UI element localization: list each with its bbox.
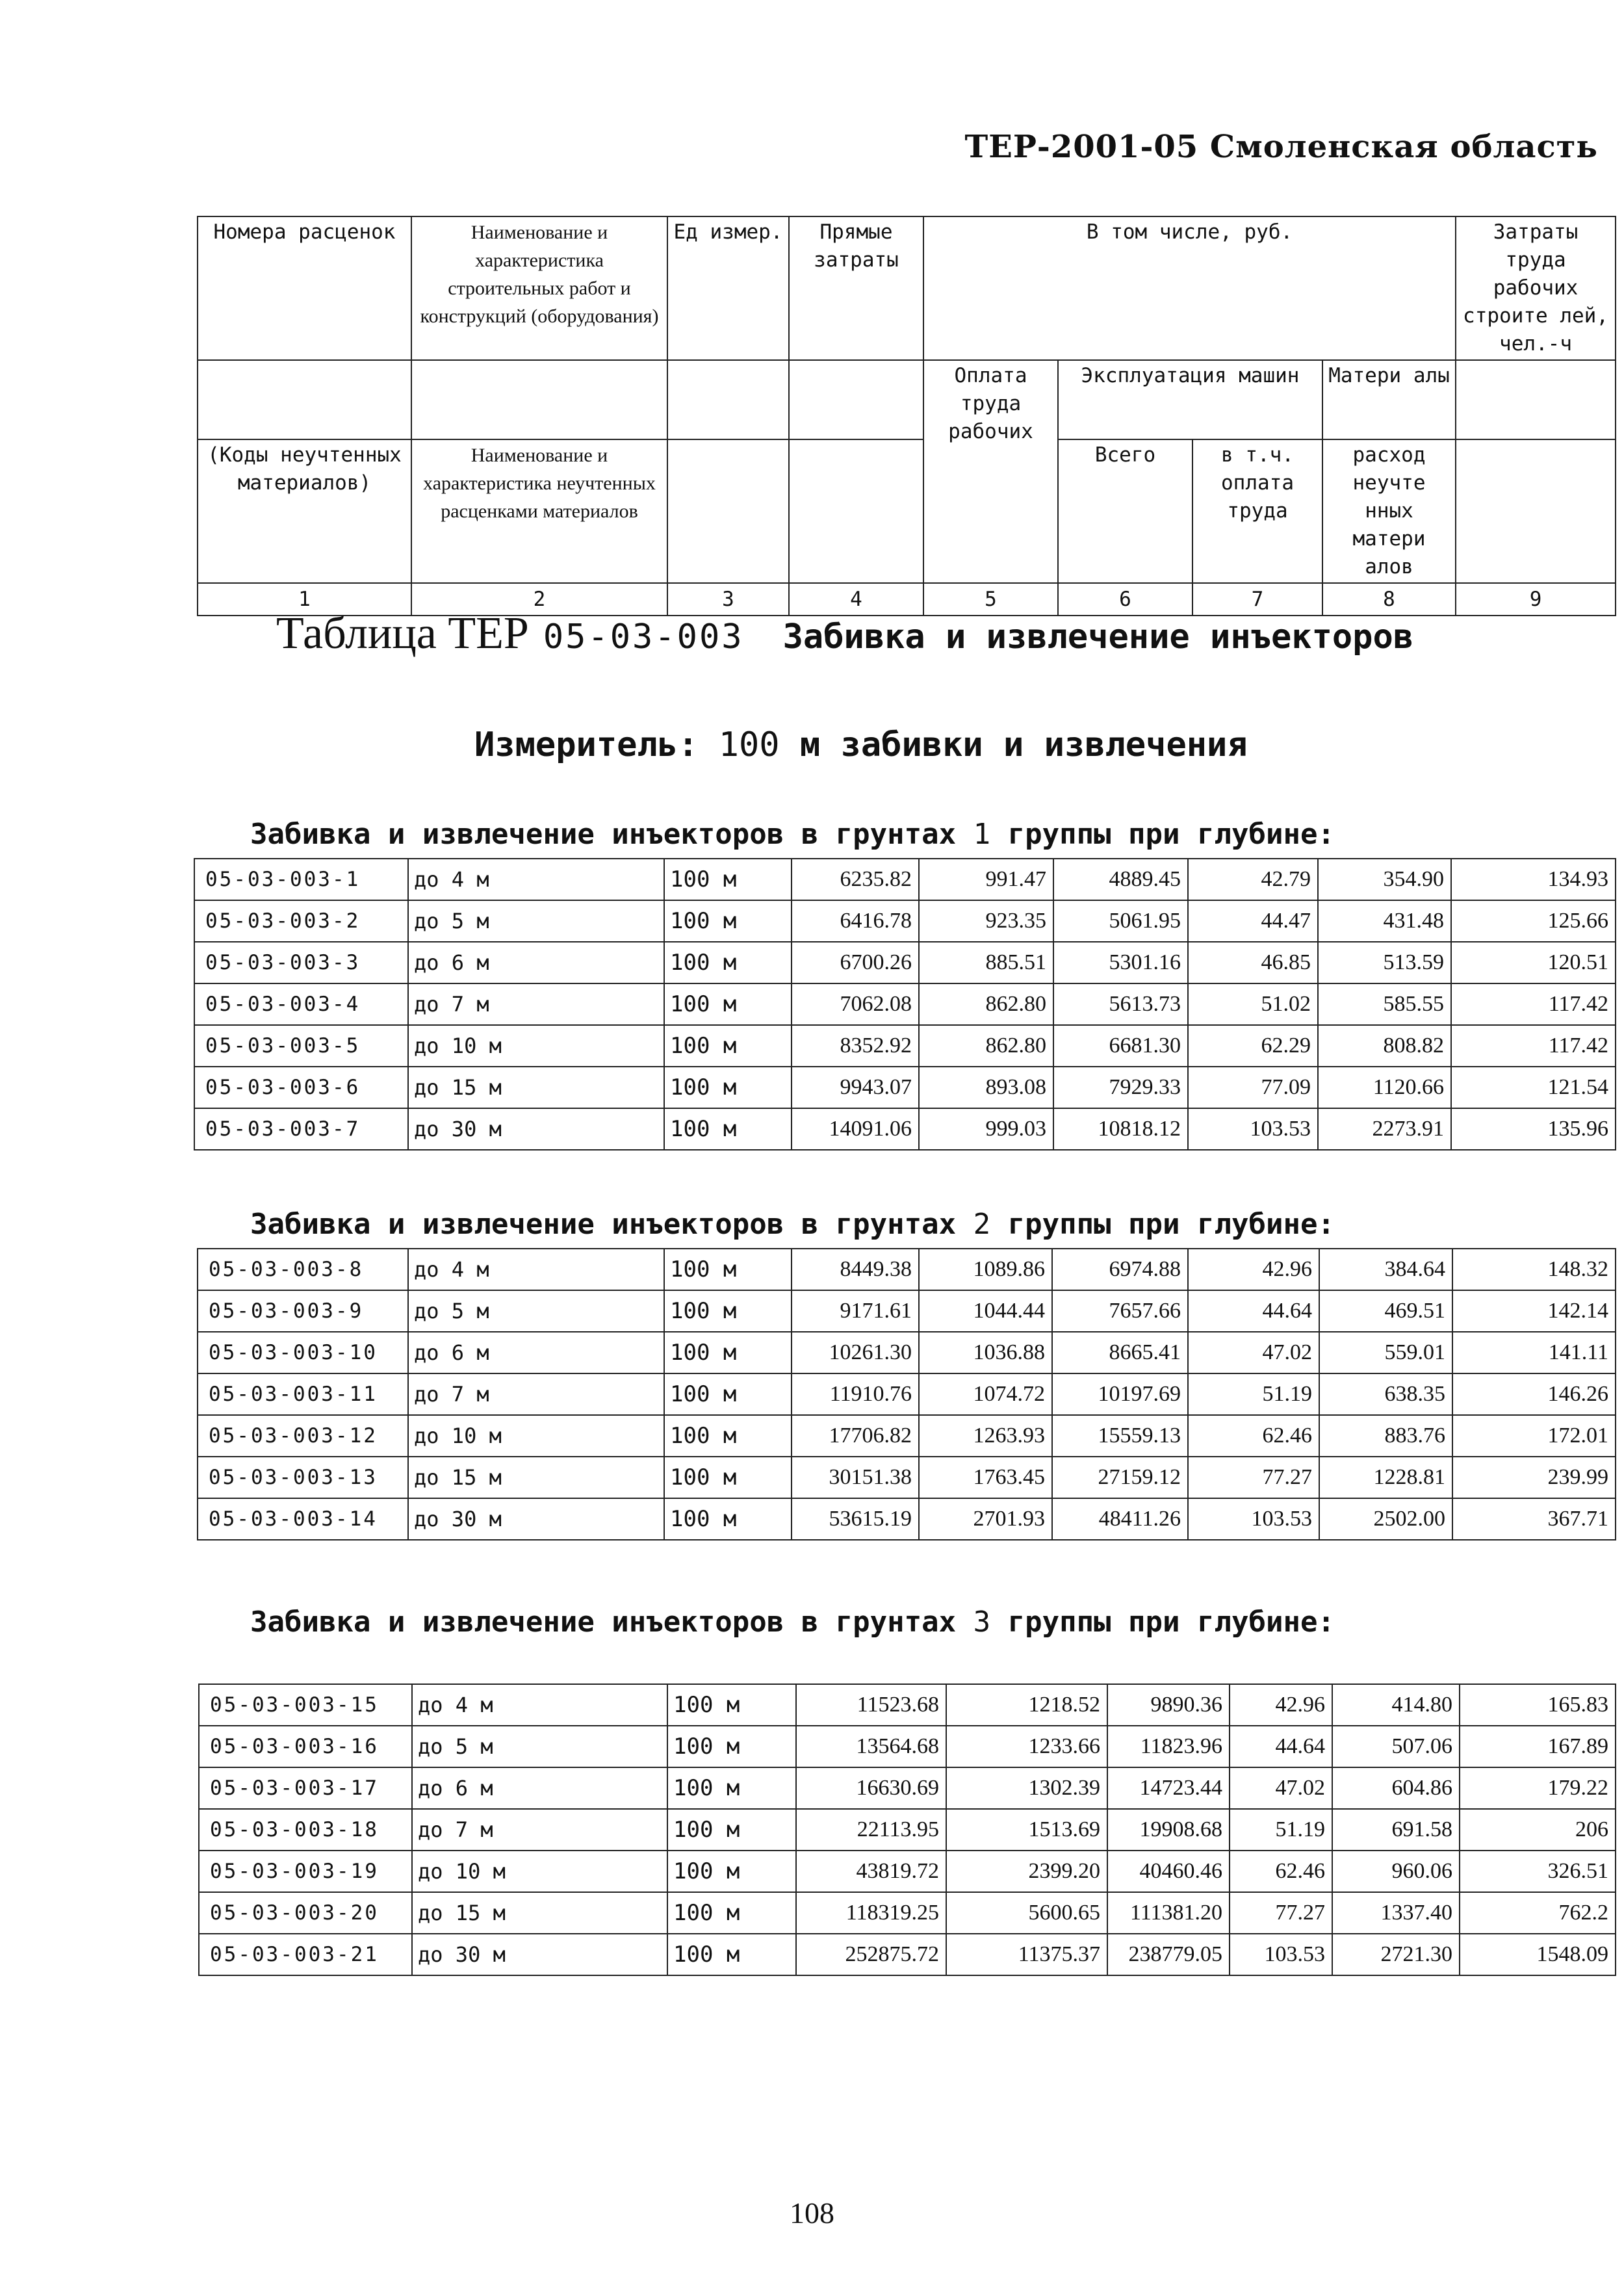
table-cell: 5061.95: [1053, 900, 1188, 942]
table-row: [198, 1457, 1616, 1498]
table-cell: до 6 м: [412, 1767, 667, 1809]
table-cell: до 15 м: [408, 1067, 664, 1108]
table-cell: 42.96: [1188, 1249, 1319, 1290]
table-row: [199, 1934, 1616, 1975]
table-cell: 2399.20: [946, 1851, 1107, 1892]
table-cell: 135.96: [1451, 1108, 1616, 1150]
section-heading-2: Забивка и извлечение инъекторов в грунтах 2 группы при глубине:: [250, 1208, 1335, 1241]
table-cell: до 5 м: [408, 900, 664, 942]
table-cell: 1044.44: [919, 1290, 1052, 1332]
header-wages: Оплата труда рабочих: [923, 360, 1058, 583]
table-title-name: Забивка и извлечение инъекторов: [782, 618, 1414, 656]
table-cell: 8449.38: [792, 1249, 919, 1290]
table-cell: 513.59: [1318, 942, 1451, 983]
table-cell: 11523.68: [796, 1684, 946, 1726]
table-cell: 165.83: [1460, 1684, 1616, 1726]
table-cell: 100 м: [664, 1108, 792, 1150]
table-cell: 11823.96: [1107, 1726, 1230, 1767]
table-cell: 1337.40: [1332, 1892, 1460, 1934]
meter-label: Измеритель:: [474, 725, 699, 764]
table-cell: 1233.66: [946, 1726, 1107, 1767]
table-cell: 8352.92: [792, 1025, 919, 1067]
table-cell: 4889.45: [1053, 859, 1188, 900]
table-cell: 77.27: [1188, 1457, 1319, 1498]
table-cell: 100 м: [664, 1290, 792, 1332]
header-machines-total: Всего: [1058, 439, 1192, 583]
table-row: [198, 1332, 1616, 1373]
column-header-table: [197, 216, 1616, 616]
table-row: [194, 1067, 1616, 1108]
table-cell: 125.66: [1451, 900, 1616, 942]
table-cell: 05-03-003-7: [194, 1108, 408, 1150]
table-cell: 206: [1460, 1809, 1616, 1851]
table-cell: 100 м: [664, 1373, 792, 1415]
table-cell: 1548.09: [1460, 1934, 1616, 1975]
table-cell: 05-03-003-12: [198, 1415, 408, 1457]
table-cell: 991.47: [919, 859, 1053, 900]
table-cell: 585.55: [1318, 983, 1451, 1025]
table-cell: 100 м: [667, 1809, 796, 1851]
table-cell: 19908.68: [1107, 1809, 1230, 1851]
col-number: 1: [198, 583, 411, 616]
table-title-code: 05-03-003: [543, 618, 744, 656]
header-machine-operation: Эксплуатация машин: [1058, 360, 1322, 439]
table-cell: до 4 м: [408, 859, 664, 900]
col-number: 2: [411, 583, 667, 616]
table-row: [198, 1290, 1616, 1332]
table-cell: 354.90: [1318, 859, 1451, 900]
header-including-group: В том числе, руб.: [923, 216, 1456, 360]
table-cell: до 30 м: [412, 1934, 667, 1975]
table-cell: 118319.25: [796, 1892, 946, 1934]
table-cell: до 10 м: [408, 1025, 664, 1067]
table-cell: 134.93: [1451, 859, 1616, 900]
table-cell: 05-03-003-10: [198, 1332, 408, 1373]
table-cell: 100 м: [667, 1726, 796, 1767]
table-cell: до 4 м: [408, 1249, 664, 1290]
table-cell: 100 м: [667, 1684, 796, 1726]
table-cell: 1036.88: [919, 1332, 1052, 1373]
table-cell: 100 м: [664, 1498, 792, 1540]
header-material-consumption: расход неучте нных матери алов: [1322, 439, 1456, 583]
table-cell: 100 м: [664, 983, 792, 1025]
table-cell: 6681.30: [1053, 1025, 1188, 1067]
table-cell: 48411.26: [1052, 1498, 1188, 1540]
table-cell: до 6 м: [408, 942, 664, 983]
table-cell: 9171.61: [792, 1290, 919, 1332]
table-cell: 100 м: [664, 900, 792, 942]
table-cell: 148.32: [1452, 1249, 1616, 1290]
table-cell: 6974.88: [1052, 1249, 1188, 1290]
table-cell: 762.2: [1460, 1892, 1616, 1934]
table-cell: 507.06: [1332, 1726, 1460, 1767]
table-cell: 999.03: [919, 1108, 1053, 1150]
table-cell: 100 м: [664, 859, 792, 900]
table-cell: 77.27: [1230, 1892, 1332, 1934]
table-cell: до 7 м: [408, 983, 664, 1025]
table-cell: 960.06: [1332, 1851, 1460, 1892]
table-cell: 8665.41: [1052, 1332, 1188, 1373]
table-cell: 10818.12: [1053, 1108, 1188, 1150]
table-cell: 103.53: [1188, 1498, 1319, 1540]
table-cell: 1228.81: [1319, 1457, 1452, 1498]
table-cell: 05-03-003-6: [194, 1067, 408, 1108]
header-labor-costs: Затраты труда рабочих строите лей, чел.-ч: [1456, 216, 1616, 360]
table-cell: 05-03-003-11: [198, 1373, 408, 1415]
table-row: [194, 1025, 1616, 1067]
table-cell: 7929.33: [1053, 1067, 1188, 1108]
table-cell: 1074.72: [919, 1373, 1052, 1415]
table-cell: 142.14: [1452, 1290, 1616, 1332]
table-row: [199, 1684, 1616, 1726]
table-cell: 47.02: [1230, 1767, 1332, 1809]
table-row: [194, 983, 1616, 1025]
table-cell: 05-03-003-21: [199, 1934, 412, 1975]
header-material-codes: (Коды неучтенных материалов): [198, 439, 411, 583]
table-cell: 05-03-003-3: [194, 942, 408, 983]
table-cell: 238779.05: [1107, 1934, 1230, 1975]
table-cell: 862.80: [919, 983, 1053, 1025]
table-cell: 1218.52: [946, 1684, 1107, 1726]
table-cell: 11375.37: [946, 1934, 1107, 1975]
table-cell: 05-03-003-5: [194, 1025, 408, 1067]
table-cell: 691.58: [1332, 1809, 1460, 1851]
section-heading-1: Забивка и извлечение инъекторов в грунтах 1 группы при глубине:: [250, 818, 1335, 851]
page-number: 108: [790, 2196, 834, 2230]
col-number: 7: [1192, 583, 1322, 616]
table-cell: до 6 м: [408, 1332, 664, 1373]
table-cell: 7657.66: [1052, 1290, 1188, 1332]
table-cell: 2721.30: [1332, 1934, 1460, 1975]
table-cell: 05-03-003-17: [199, 1767, 412, 1809]
table-cell: 05-03-003-1: [194, 859, 408, 900]
table-cell: 6235.82: [792, 859, 919, 900]
table-cell: 42.79: [1188, 859, 1318, 900]
table-cell: 431.48: [1318, 900, 1451, 942]
table-row: [199, 1809, 1616, 1851]
header-rate-numbers: Номера расценок: [198, 216, 411, 360]
table-cell: 22113.95: [796, 1809, 946, 1851]
table-cell: 05-03-003-9: [198, 1290, 408, 1332]
table-cell: 10261.30: [792, 1332, 919, 1373]
rates-table-group-2: [197, 1248, 1616, 1540]
table-cell: 172.01: [1452, 1415, 1616, 1457]
table-cell: до 4 м: [412, 1684, 667, 1726]
table-cell: 638.35: [1319, 1373, 1452, 1415]
table-cell: 51.02: [1188, 983, 1318, 1025]
table-cell: 2273.91: [1318, 1108, 1451, 1150]
table-cell: 100 м: [664, 1415, 792, 1457]
table-cell: 923.35: [919, 900, 1053, 942]
table-row: [194, 900, 1616, 942]
table-cell: 1513.69: [946, 1809, 1107, 1851]
col-number: 3: [667, 583, 789, 616]
col-number: 8: [1322, 583, 1456, 616]
table-cell: 367.71: [1452, 1498, 1616, 1540]
table-cell: 13564.68: [796, 1726, 946, 1767]
header-direct-costs: Прямые затраты: [789, 216, 923, 360]
header-material-name: Наименование и характеристика неучтенных расценками материалов: [411, 439, 667, 583]
table-cell: 559.01: [1319, 1332, 1452, 1373]
table-cell: 100 м: [667, 1851, 796, 1892]
table-cell: 05-03-003-16: [199, 1726, 412, 1767]
table-cell: до 7 м: [412, 1809, 667, 1851]
table-cell: 883.76: [1319, 1415, 1452, 1457]
table-cell: 2701.93: [919, 1498, 1052, 1540]
table-cell: 117.42: [1451, 1025, 1616, 1067]
table-cell: 252875.72: [796, 1934, 946, 1975]
table-row: [199, 1767, 1616, 1809]
table-cell: 11910.76: [792, 1373, 919, 1415]
table-row: [199, 1892, 1616, 1934]
table-cell: 6416.78: [792, 900, 919, 942]
header-materials: Матери алы: [1322, 360, 1456, 439]
table-cell: 05-03-003-20: [199, 1892, 412, 1934]
table-cell: 239.99: [1452, 1457, 1616, 1498]
table-cell: 111381.20: [1107, 1892, 1230, 1934]
rates-table-group-1: [194, 858, 1616, 1150]
table-cell: 100 м: [667, 1892, 796, 1934]
table-cell: 100 м: [664, 1332, 792, 1373]
table-cell: 1302.39: [946, 1767, 1107, 1809]
table-cell: 100 м: [664, 942, 792, 983]
table-cell: до 7 м: [408, 1373, 664, 1415]
table-cell: 05-03-003-19: [199, 1851, 412, 1892]
table-cell: 05-03-003-13: [198, 1457, 408, 1498]
table-cell: 103.53: [1230, 1934, 1332, 1975]
table-cell: 862.80: [919, 1025, 1053, 1067]
table-cell: 43819.72: [796, 1851, 946, 1892]
table-cell: до 10 м: [408, 1415, 664, 1457]
table-cell: 62.46: [1230, 1851, 1332, 1892]
table-cell: 62.46: [1188, 1415, 1319, 1457]
table-cell: 53615.19: [792, 1498, 919, 1540]
table-cell: 7062.08: [792, 983, 919, 1025]
table-row: [198, 1498, 1616, 1540]
table-cell: 44.47: [1188, 900, 1318, 942]
table-row: [198, 1373, 1616, 1415]
col-number: 6: [1058, 583, 1192, 616]
table-cell: 05-03-003-4: [194, 983, 408, 1025]
col-number: 9: [1456, 583, 1616, 616]
table-cell: 1263.93: [919, 1415, 1052, 1457]
table-cell: 05-03-003-8: [198, 1249, 408, 1290]
table-cell: 1763.45: [919, 1457, 1052, 1498]
meter-value: 100: [718, 725, 780, 764]
header-work-name: Наименование и характеристика строительных работ и конструкций (оборудования): [411, 216, 667, 360]
table-cell: 2502.00: [1319, 1498, 1452, 1540]
document-title: ТЕР-2001-05 Смоленская область: [964, 129, 1598, 165]
table-cell: 326.51: [1460, 1851, 1616, 1892]
table-cell: 469.51: [1319, 1290, 1452, 1332]
table-cell: 100 м: [664, 1249, 792, 1290]
table-cell: 1089.86: [919, 1249, 1052, 1290]
table-cell: 5613.73: [1053, 983, 1188, 1025]
table-row: [198, 1249, 1616, 1290]
table-row: [198, 1415, 1616, 1457]
table-cell: 44.64: [1230, 1726, 1332, 1767]
table-row: [199, 1726, 1616, 1767]
table-cell: 9943.07: [792, 1067, 919, 1108]
table-row: [194, 859, 1616, 900]
table-cell: 121.54: [1451, 1067, 1616, 1108]
table-cell: 05-03-003-15: [199, 1684, 412, 1726]
table-title-prefix: Таблица ТЕР: [276, 608, 529, 658]
table-row: [194, 942, 1616, 983]
table-cell: 46.85: [1188, 942, 1318, 983]
table-cell: 604.86: [1332, 1767, 1460, 1809]
table-cell: 05-03-003-2: [194, 900, 408, 942]
table-cell: до 30 м: [408, 1498, 664, 1540]
table-cell: 51.19: [1230, 1809, 1332, 1851]
table-cell: до 10 м: [412, 1851, 667, 1892]
table-cell: 40460.46: [1107, 1851, 1230, 1892]
table-cell: 100 м: [667, 1767, 796, 1809]
table-cell: 893.08: [919, 1067, 1053, 1108]
table-cell: 384.64: [1319, 1249, 1452, 1290]
section-heading-3: Забивка и извлечение инъекторов в грунтах 3 группы при глубине:: [250, 1606, 1335, 1639]
col-number: 5: [923, 583, 1058, 616]
table-cell: 179.22: [1460, 1767, 1616, 1809]
table-cell: 05-03-003-18: [199, 1809, 412, 1851]
table-cell: 44.64: [1188, 1290, 1319, 1332]
table-cell: 100 м: [664, 1067, 792, 1108]
table-cell: 167.89: [1460, 1726, 1616, 1767]
table-cell: до 30 м: [408, 1108, 664, 1150]
table-cell: 10197.69: [1052, 1373, 1188, 1415]
table-cell: 141.11: [1452, 1332, 1616, 1373]
header-machines-wages: в т.ч. оплата труда: [1192, 439, 1322, 583]
table-cell: 47.02: [1188, 1332, 1319, 1373]
rates-table-group-3: [198, 1684, 1616, 1976]
table-cell: 103.53: [1188, 1108, 1318, 1150]
table-cell: до 15 м: [412, 1892, 667, 1934]
table-cell: 9890.36: [1107, 1684, 1230, 1726]
table-cell: 62.29: [1188, 1025, 1318, 1067]
table-cell: 117.42: [1451, 983, 1616, 1025]
table-cell: 05-03-003-14: [198, 1498, 408, 1540]
table-cell: 16630.69: [796, 1767, 946, 1809]
table-cell: 885.51: [919, 942, 1053, 983]
table-row: [194, 1108, 1616, 1150]
table-cell: 17706.82: [792, 1415, 919, 1457]
table-cell: 100 м: [664, 1457, 792, 1498]
col-number: 4: [789, 583, 923, 616]
table-cell: до 5 м: [412, 1726, 667, 1767]
table-cell: 146.26: [1452, 1373, 1616, 1415]
table-cell: 77.09: [1188, 1067, 1318, 1108]
table-cell: 14091.06: [792, 1108, 919, 1150]
table-cell: до 15 м: [408, 1457, 664, 1498]
table-cell: 120.51: [1451, 942, 1616, 983]
table-cell: 14723.44: [1107, 1767, 1230, 1809]
table-cell: 42.96: [1230, 1684, 1332, 1726]
table-cell: 15559.13: [1052, 1415, 1188, 1457]
table-cell: 1120.66: [1318, 1067, 1451, 1108]
table-cell: 6700.26: [792, 942, 919, 983]
meter-unit: м забивки и извлечения: [799, 725, 1248, 764]
measurement-unit: [474, 725, 1248, 764]
table-cell: 5301.16: [1053, 942, 1188, 983]
table-cell: 100 м: [664, 1025, 792, 1067]
table-cell: 27159.12: [1052, 1457, 1188, 1498]
table-cell: 5600.65: [946, 1892, 1107, 1934]
table-cell: 414.80: [1332, 1684, 1460, 1726]
table-cell: до 5 м: [408, 1290, 664, 1332]
header-unit: Ед измер.: [667, 216, 789, 360]
table-cell: 100 м: [667, 1934, 796, 1975]
table-title: [276, 608, 1413, 660]
table-row: [199, 1851, 1616, 1892]
table-cell: 30151.38: [792, 1457, 919, 1498]
table-cell: 808.82: [1318, 1025, 1451, 1067]
table-cell: 51.19: [1188, 1373, 1319, 1415]
